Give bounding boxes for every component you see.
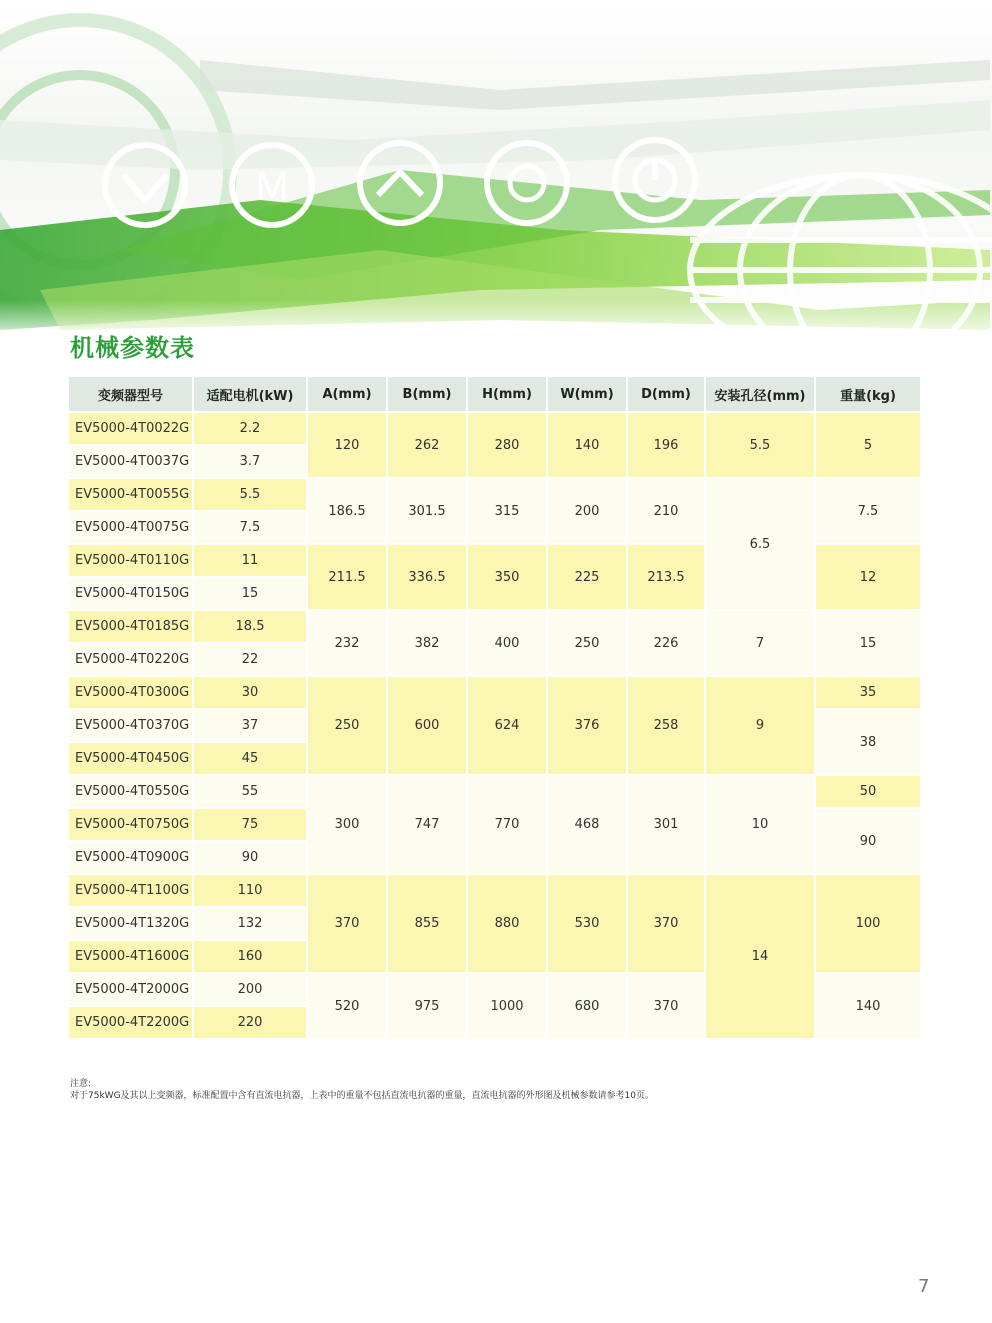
header-d: D(mm) (627, 377, 705, 412)
table-row (69, 676, 921, 709)
a-cell: 211.5 (307, 544, 387, 610)
footnote-text: 对于75kWG及其以上变频器，标准配置中含有直流电抗器，上表中的重量不包括直流电抗器的重量，直流电抗器的外形图及机械参数请参考10页。 (70, 1091, 654, 1101)
motor-cell: 90 (193, 841, 307, 874)
motor-cell: 22 (193, 643, 307, 676)
model-cell: EV5000-4T0075G (69, 511, 193, 544)
model-cell: EV5000-4T0370G (69, 709, 193, 742)
model-cell: EV5000-4T0185G (69, 610, 193, 643)
motor-cell: 220 (193, 1006, 307, 1039)
model-cell: EV5000-4T0037G (69, 445, 193, 478)
header-weight: 重量(kg) (815, 377, 921, 412)
d-cell: 370 (627, 973, 705, 1039)
d-cell: 370 (627, 874, 705, 973)
weight-cell: 90 (815, 808, 921, 874)
h-cell: 400 (467, 610, 547, 676)
d-cell: 258 (627, 676, 705, 775)
d-cell: 213.5 (627, 544, 705, 610)
weight-cell: 15 (815, 610, 921, 676)
motor-cell: 132 (193, 907, 307, 940)
weight-cell: 35 (815, 676, 921, 709)
header-b: B(mm) (387, 377, 467, 412)
weight-cell: 38 (815, 709, 921, 775)
motor-cell: 15 (193, 577, 307, 610)
w-cell: 680 (547, 973, 627, 1039)
model-cell: EV5000-4T2000G (69, 973, 193, 1006)
b-cell: 600 (387, 676, 467, 775)
motor-cell: 45 (193, 742, 307, 775)
model-cell: EV5000-4T0110G (69, 544, 193, 577)
b-cell: 262 (387, 412, 467, 478)
b-cell: 382 (387, 610, 467, 676)
model-cell: EV5000-4T1600G (69, 940, 193, 973)
weight-cell: 5 (815, 412, 921, 478)
footnote-label: 注意: (70, 1079, 92, 1089)
motor-cell: 37 (193, 709, 307, 742)
a-cell: 120 (307, 412, 387, 478)
weight-cell: 140 (815, 973, 921, 1039)
header-a: A(mm) (307, 377, 387, 412)
motor-cell: 3.7 (193, 445, 307, 478)
header-model: 变频器型号 (69, 377, 193, 412)
motor-cell: 75 (193, 808, 307, 841)
footnote (70, 1078, 654, 1102)
table-row (69, 478, 921, 511)
header-w: W(mm) (547, 377, 627, 412)
w-cell: 530 (547, 874, 627, 973)
hole-cell: 6.5 (705, 478, 815, 610)
model-cell: EV5000-4T0550G (69, 775, 193, 808)
motor-icon-letter: M (255, 164, 289, 208)
table-row (69, 412, 921, 445)
hole-cell: 7 (705, 610, 815, 676)
table-row (69, 610, 921, 643)
model-cell: EV5000-4T0300G (69, 676, 193, 709)
hole-cell: 10 (705, 775, 815, 874)
header-banner (0, 0, 992, 345)
page-number: 7 (918, 1276, 930, 1297)
a-cell: 370 (307, 874, 387, 973)
d-cell: 301 (627, 775, 705, 874)
w-cell: 140 (547, 412, 627, 478)
w-cell: 250 (547, 610, 627, 676)
h-cell: 350 (467, 544, 547, 610)
a-cell: 250 (307, 676, 387, 775)
a-cell: 232 (307, 610, 387, 676)
model-cell: EV5000-4T0750G (69, 808, 193, 841)
model-cell: EV5000-4T2200G (69, 1006, 193, 1039)
header-h: H(mm) (467, 377, 547, 412)
motor-cell: 30 (193, 676, 307, 709)
table-row (69, 874, 921, 907)
spec-table (69, 377, 922, 1040)
d-cell: 196 (627, 412, 705, 478)
w-cell: 468 (547, 775, 627, 874)
a-cell: 186.5 (307, 478, 387, 544)
weight-cell: 50 (815, 775, 921, 808)
weight-cell: 100 (815, 874, 921, 973)
b-cell: 336.5 (387, 544, 467, 610)
motor-cell: 5.5 (193, 478, 307, 511)
header-motor: 适配电机(kW) (193, 377, 307, 412)
motor-cell: 2.2 (193, 412, 307, 445)
hole-cell: 14 (705, 874, 815, 1039)
model-cell: EV5000-4T0055G (69, 478, 193, 511)
model-cell: EV5000-4T0900G (69, 841, 193, 874)
w-cell: 376 (547, 676, 627, 775)
a-cell: 520 (307, 973, 387, 1039)
weight-cell: 7.5 (815, 478, 921, 544)
b-cell: 301.5 (387, 478, 467, 544)
d-cell: 210 (627, 478, 705, 544)
h-cell: 315 (467, 478, 547, 544)
motor-cell: 11 (193, 544, 307, 577)
w-cell: 200 (547, 478, 627, 544)
model-cell: EV5000-4T1320G (69, 907, 193, 940)
motor-cell: 110 (193, 874, 307, 907)
b-cell: 747 (387, 775, 467, 874)
page-title: 机械参数表 (70, 334, 195, 362)
header-hole: 安装孔径(mm) (705, 377, 815, 412)
table-header-row (69, 377, 921, 412)
weight-cell: 12 (815, 544, 921, 610)
model-cell: EV5000-4T0150G (69, 577, 193, 610)
table-row (69, 775, 921, 808)
b-cell: 855 (387, 874, 467, 973)
hole-cell: 5.5 (705, 412, 815, 478)
motor-cell: 160 (193, 940, 307, 973)
h-cell: 624 (467, 676, 547, 775)
d-cell: 226 (627, 610, 705, 676)
h-cell: 880 (467, 874, 547, 973)
h-cell: 1000 (467, 973, 547, 1039)
h-cell: 280 (467, 412, 547, 478)
w-cell: 225 (547, 544, 627, 610)
a-cell: 300 (307, 775, 387, 874)
motor-cell: 7.5 (193, 511, 307, 544)
model-cell: EV5000-4T0220G (69, 643, 193, 676)
motor-cell: 200 (193, 973, 307, 1006)
motor-cell: 18.5 (193, 610, 307, 643)
model-cell: EV5000-4T1100G (69, 874, 193, 907)
motor-cell: 55 (193, 775, 307, 808)
hole-cell: 9 (705, 676, 815, 775)
b-cell: 975 (387, 973, 467, 1039)
h-cell: 770 (467, 775, 547, 874)
model-cell: EV5000-4T0450G (69, 742, 193, 775)
model-cell: EV5000-4T0022G (69, 412, 193, 445)
